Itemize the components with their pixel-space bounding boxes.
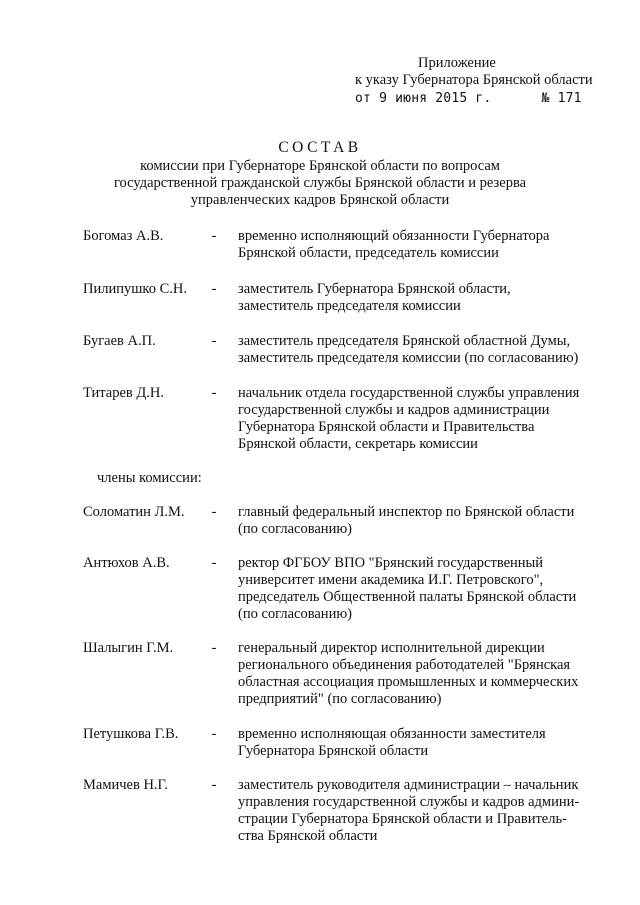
member-row [83,281,613,315]
member-role-line: ства Брянской области [238,828,378,844]
member-role-line: заместитель председателя комиссии [238,298,461,314]
member-role [238,228,608,262]
member-role [238,555,608,623]
subtitle-line: комиссии при Губернаторе Брянской области по вопросам [140,158,500,174]
member-role-line: Брянской области, председатель комиссии [238,245,499,261]
member-dash: - [211,228,217,244]
document-title: СОСТАВ [278,139,362,156]
member-dash: - [211,385,217,401]
member-role-line: управления государственной службы и кадров админи- [238,794,580,810]
member-role-line: начальник отдела государственной службы управления [238,385,580,401]
annex-number: 171 [557,91,582,106]
annex-date-number [355,90,625,107]
member-role-line: (по согласованию) [238,606,352,622]
annex-date: 9 июня 2015 г. [379,91,492,106]
annex-title: Приложение [418,55,496,71]
date-prefix: от [355,91,372,106]
member-role-line: заместитель председателя Брянской областной Думы, [238,333,571,349]
member-role-line: временно исполняющая обязанности заместителя [238,726,546,742]
member-role-line: Губернатора Брянской области и Правительства [238,419,535,435]
member-row [83,555,613,623]
member-role-line: заместитель Губернатора Брянской области, [238,281,511,297]
document-subtitle [60,158,580,209]
member-dash: - [211,333,217,349]
member-row [83,640,613,708]
member-role [238,777,608,845]
member-role [238,281,608,315]
member-row [83,777,613,845]
member-role-line: заместитель руководителя администрации – начальник [238,777,579,793]
member-role-line: заместитель председателя комиссии (по согласованию) [238,350,579,366]
member-row [83,504,613,538]
member-role-line: главный федеральный инспектор по Брянской области [238,504,575,520]
member-role-line: областная ассоциация промышленных и коммерческих [238,674,579,690]
member-role-line: генеральный директор исполнительной дирекции [238,640,545,656]
member-row [83,385,613,453]
member-role [238,640,608,708]
member-dash: - [211,504,217,520]
member-role-line: ректор ФГБОУ ВПО "Брянский государственный [238,555,544,571]
member-dash: - [211,777,217,793]
member-dash: - [211,555,217,571]
annex-header [355,55,625,107]
member-role-line: университет имени академика И.Г. Петровского", [238,572,544,588]
member-role [238,333,608,367]
member-row [83,228,613,262]
member-name: Бугаев А.П. [83,333,156,349]
subtitle-line: управленческих кадров Брянской области [190,192,450,208]
member-role [238,726,608,760]
annex-reference: к указу Губернатора Брянской области [355,72,593,88]
member-role-line: (по согласованию) [238,521,352,537]
member-dash: - [211,281,217,297]
member-role-line: Губернатора Брянской области [238,743,429,759]
number-label: № [541,91,550,106]
member-name: Антюхов А.В. [83,555,170,571]
member-name: Пилипушко С.Н. [83,281,187,297]
member-role [238,385,608,453]
member-name: Титарев Д.Н. [83,385,164,401]
member-role-line: государственной службы и кадров администрации [238,402,550,418]
member-role-line: страции Губернатора Брянской области и Правитель- [238,811,567,827]
member-name: Соломатин Л.М. [83,504,185,520]
title-block [60,138,580,209]
members-section-label: члены комиссии: [97,470,202,486]
member-row [83,726,613,760]
member-role-line: Брянской области, секретарь комиссии [238,436,478,452]
member-row [83,333,613,367]
member-role-line: регионального объединения работодателей "Брянская [238,657,571,673]
member-name: Шалыгин Г.М. [83,640,174,656]
member-role-line: предприятий" (по согласованию) [238,691,442,707]
member-role [238,504,608,538]
member-name: Мамичев Н.Г. [83,777,168,793]
member-dash: - [211,640,217,656]
member-list [83,228,613,845]
member-name: Богомаз А.В. [83,228,164,244]
member-role-line: председатель Общественной палаты Брянской области [238,589,577,605]
subtitle-line: государственной гражданской службы Брянской области и резерва [113,175,527,191]
member-dash: - [211,726,217,742]
member-name: Петушкова Г.В. [83,726,179,742]
member-role-line: временно исполняющий обязанности Губернатора [238,228,550,244]
